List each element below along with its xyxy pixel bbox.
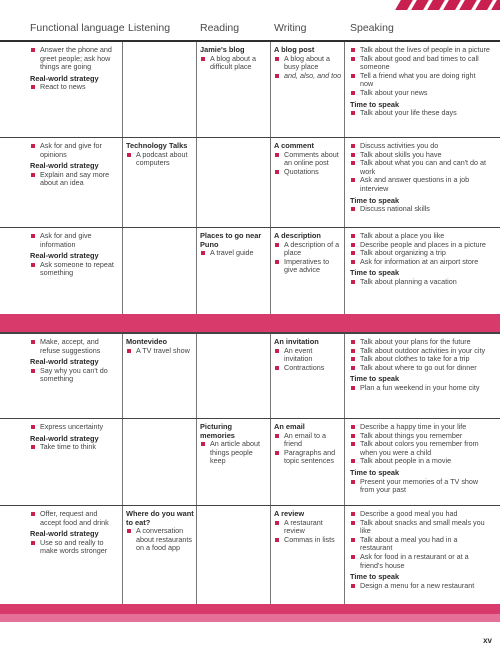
functional-cell: Make, accept, and refuse suggestions Real-world strategy Say why you can't do something [30,338,120,384]
functional-cell: Answer the phone and greet people; ask how things are going Real-world strategy React to news [30,46,120,92]
speaking-cell: Talk about a place you like Describe people and places in a picture Talk about organizing a trip Ask for information at an airport store Time to speak Talk about planning a vacation [350,232,490,287]
writing-cell: An invitation An event invitation Contractions [274,338,342,372]
writing-cell: A comment Comments about an online post Quotations [274,142,342,176]
bottom-band [0,604,500,614]
functional-cell: Ask for and give information Real-world strategy Ask someone to repeat something [30,232,120,278]
writing-cell: An email An email to a friend Paragraphs and topic sentences [274,423,342,466]
table-row [0,334,500,418]
reading-cell: Picturing memories An article about things people keep [200,423,268,466]
bottom-band-light [0,614,500,622]
header-reading: Reading [200,22,240,34]
header-speaking: Speaking [350,22,394,34]
table-row [0,228,500,314]
functional-cell: Express uncertainty Real-world strategy Take time to think [30,423,120,452]
top-decorative-stripes [390,0,500,10]
speaking-cell: Discuss activities you do Talk about skills you have Talk about what you can and can't do at work Ask and answer questions in a job interview Time to speak Discuss national skills [350,142,490,214]
table-header [0,16,500,40]
unit-divider-band [0,314,500,332]
functional-cell: Offer, request and accept food and drink Real-world strategy Use so and really to make words stronger [30,510,120,556]
listening-cell: Montevideo A TV travel show [126,338,194,355]
table-row [0,138,500,227]
header-listening: Listening [128,22,171,34]
speaking-cell: Describe a happy time in your life Talk about things you remember Talk about colors you remember from when you were a child Talk about people in a movie Time to speak Present your memories of a TV show from your past [350,423,490,495]
functional-cell: Ask for and give for opinions Real-world strategy Explain and say more about an idea [30,142,120,188]
writing-cell: A review A restaurant review Commas in lists [274,510,342,544]
reading-cell: Places to go near Puno A travel guide [200,232,268,258]
writing-cell: A description A description of a place Imperatives to give advice [274,232,342,275]
speaking-cell: Talk about your plans for the future Talk about outdoor activities in your city Talk about clothes to take for a trip Talk about where to go out for dinner Time to speak Plan a fun weekend in your home city [350,338,490,393]
table-row [0,506,500,604]
speaking-cell: Describe a good meal you had Talk about snacks and small meals you like Talk about a meal you had in a restaurant Ask for food in a restaurant or at a friend's house Time to speak Design a menu for a new restaurant [350,510,490,590]
listening-cell: Where do you want to eat? A conversation about restaurants on a food app [126,509,194,553]
speaking-cell: Talk about the lives of people in a picture Talk about good and bad times to call someone Tell a friend what you are doing right now Talk about your news Time to speak Talk about your life these days [350,45,490,118]
table-row [0,419,500,505]
header-writing: Writing [274,22,307,34]
header-functional-language: Functional language [30,22,125,34]
listening-cell: Technology Talks A podcast about computers [126,142,194,168]
writing-cell: A blog post A blog about a busy place and, also, and too [274,45,342,80]
reading-cell: Jamie's blog A blog about a difficult place [200,46,268,72]
page-number: xv [483,636,492,645]
table-row [0,42,500,137]
